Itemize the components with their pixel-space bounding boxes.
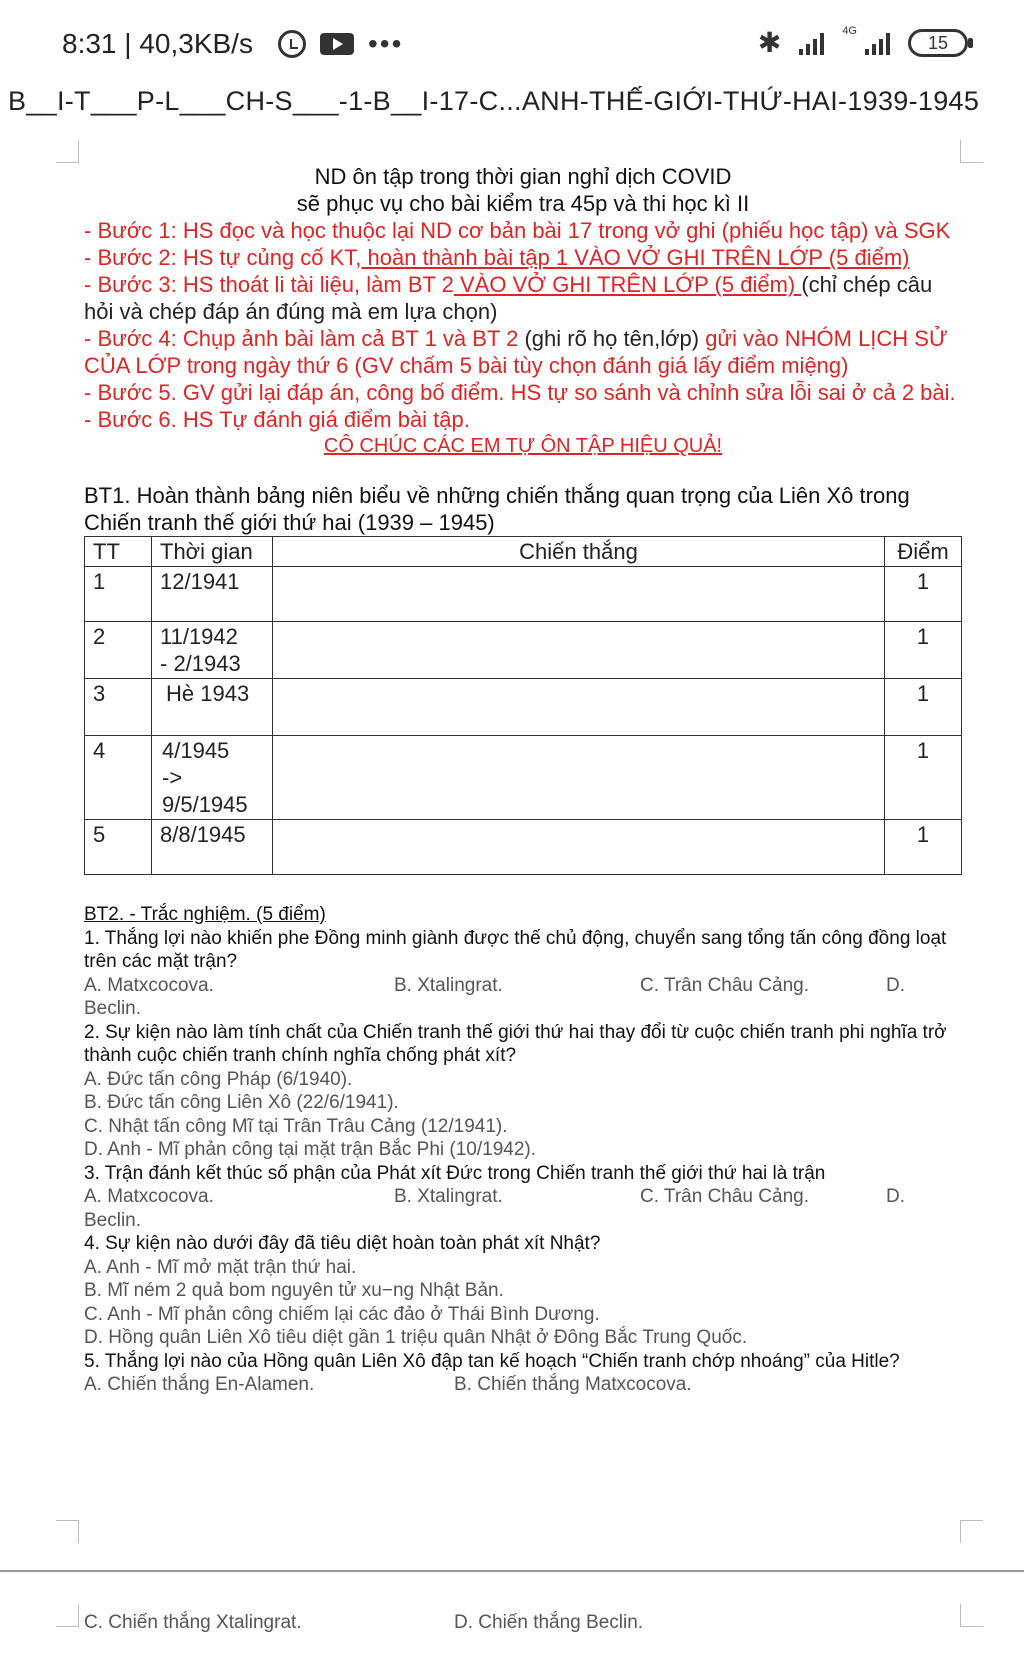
cell-victory[interactable] (273, 567, 885, 622)
table-row (85, 820, 962, 875)
table-row (85, 622, 962, 679)
question-5-options (84, 1373, 962, 1397)
video-icon (320, 33, 354, 55)
option-b: B. Xtalingrat. (394, 974, 503, 996)
page-corner-mark (56, 140, 79, 163)
option-a: A. Đức tấn công Pháp (6/1940). (84, 1068, 353, 1090)
cell-score: 1 (885, 622, 962, 679)
chronology-table (84, 536, 962, 875)
option-d: D. (886, 1186, 905, 1207)
option-a: A. Matxcocova. (84, 974, 214, 996)
cell-time: 12/1941 (152, 567, 273, 622)
alarm-icon (278, 30, 306, 58)
cell-time: 4/1945 -> 9/5/1945 (152, 736, 273, 820)
bluetooth-icon: ✱ (757, 27, 782, 58)
option-b: B. Chiến thắng Matxcocova. (454, 1374, 692, 1395)
cell-tt: 4 (85, 736, 152, 820)
page-corner-mark (56, 1520, 79, 1543)
option-b: B. Xtalingrat. (394, 1186, 503, 1207)
page-corner-mark (960, 1520, 983, 1543)
signal-icon-2 (865, 31, 890, 55)
cell-score: 1 (885, 567, 962, 622)
bt2-section (84, 903, 962, 1397)
step-3-note: (chỉ chép câu hỏi và chép đáp án đúng mà em lựa chọn) (84, 272, 933, 324)
question-3: 3. Trận đánh kết thúc số phận của Phát xít Đức trong Chiến tranh thế giới thứ hai là trận (84, 1162, 826, 1184)
step-4-rest: gửi vào NHÓM LỊCH SỬ CỦA LỚP trong ngày thứ 6 (GV chấm 5 bài tùy chọn đánh giá lấy điểm miệng) (84, 326, 948, 378)
question-3-options (84, 1185, 962, 1209)
table-header-row (85, 537, 962, 567)
step-5: - Bước 5. GV gửi lại đáp án, công bố điểm. HS tự so sánh và chỉnh sửa lỗi sai ở cả 2 bài. (84, 380, 956, 405)
option-a: A. Matxcocova. (84, 1186, 214, 1207)
cell-score: 1 (885, 736, 962, 820)
option-c: C. Nhật tấn công Mĩ tại Trân Trâu Cảng (12/1941). (84, 1115, 508, 1137)
option-d: D. Anh - Mĩ phản công tại mặt trận Bắc Phi (10/1942). (84, 1139, 537, 1160)
header-tt: TT (85, 537, 152, 567)
option-b: B. Đức tấn công Liên Xô (22/6/1941). (84, 1092, 399, 1113)
page-break-divider (0, 1570, 1024, 1572)
option-d-continued: Beclin. (84, 1209, 142, 1231)
step-3-text: - Bước 3: HS thoát li tài liệu, làm BT 2 (84, 272, 454, 297)
step-4-text: - Bước 4: Chụp ảnh bài làm cả BT 1 và BT 2 (84, 326, 519, 351)
option-c: C. Trân Châu Cảng. (640, 974, 809, 996)
header-line-1: ND ôn tập trong thời gian nghỉ dịch COVID (314, 164, 732, 189)
cell-time: Hè 1943 (152, 679, 273, 736)
cell-victory[interactable] (273, 622, 885, 679)
network-type-label: 4G (842, 24, 857, 37)
option-c: C. Chiến thắng Xtalingrat. (84, 1612, 302, 1633)
battery-icon: 15 (908, 29, 968, 57)
cell-time: 11/1942 - 2/1943 (152, 622, 273, 679)
header-score: Điểm (885, 537, 962, 567)
document-title: B__I-T___P-L___CH-S___-1-B__I-17-C...ANH-THẾ-GIỚI-THỨ-HAI-1939-1945 (8, 86, 980, 116)
option-b: B. Mĩ ném 2 quả bom nguyên tử xu−ng Nhật Bản. (84, 1280, 504, 1301)
header-time: Thời gian (152, 537, 273, 567)
status-time-speed: 8:31 | 40,3KB/s (62, 28, 253, 59)
cell-tt: 2 (85, 622, 152, 679)
table-row (85, 736, 962, 820)
cell-score: 1 (885, 679, 962, 736)
question-1: 1. Thắng lợi nào khiến phe Đồng minh giành được thế chủ động, chuyển sang tổng tấn công đồng loạt trên các mặt trận? (84, 927, 947, 972)
header-victory: Chiến thắng (273, 537, 885, 567)
step-6: - Bước 6. HS Tự đánh giá điểm bài tập. (84, 407, 470, 432)
cell-tt: 5 (85, 820, 152, 875)
slogan: CÔ CHÚC CÁC EM TỰ ÔN TẬP HIỆU QUẢ! (323, 435, 723, 457)
status-icons-right (758, 26, 968, 59)
page-corner-mark (960, 1604, 983, 1627)
page-corner-mark (56, 1604, 79, 1627)
header-line-2: sẽ phục vụ cho bài kiểm tra 45p và thi học kì II (296, 191, 750, 216)
more-dots-icon: ••• (368, 28, 404, 59)
cell-victory[interactable] (273, 736, 885, 820)
bt1-intro: BT1. Hoàn thành bảng niên biểu về những chiến thắng quan trọng của Liên Xô trong Chiến tranh thế giới thứ hai (1939 – 1945) (84, 483, 910, 535)
option-d: D. Chiến thắng Beclin. (454, 1612, 644, 1633)
cell-victory[interactable] (273, 679, 885, 736)
cell-tt: 3 (85, 679, 152, 736)
document-page (84, 163, 962, 1397)
cell-time: 8/8/1945 (152, 820, 273, 875)
cell-victory[interactable] (273, 820, 885, 875)
step-4-note: (ghi rõ họ tên,lớp) (518, 326, 700, 351)
option-d: D. (886, 974, 905, 996)
step-2 (84, 244, 962, 271)
cell-score: 1 (885, 820, 962, 875)
status-icons-left (278, 28, 403, 60)
option-c: C. Anh - Mĩ phản công chiếm lại các đảo ở Thái Bình Dương. (84, 1303, 600, 1325)
step-2-underlined: hoàn thành bài tập 1 VÀO VỞ GHI TRÊN LỚP (5 điểm) (361, 245, 910, 270)
question-1-options (84, 974, 962, 998)
step-4 (84, 325, 962, 379)
question-4: 4. Sự kiện nào dưới đây đã tiêu diệt hoàn toàn phát xít Nhật? (84, 1233, 601, 1254)
option-a: A. Chiến thắng En-Alamen. (84, 1374, 315, 1395)
document-page-2 (84, 1612, 962, 1634)
table-row (85, 567, 962, 622)
step-3 (84, 271, 962, 325)
option-d: D. Hồng quân Liên Xô tiêu diệt gần 1 triệu quân Nhật ở Đông Bắc Trung Quốc. (84, 1327, 748, 1348)
question-5: 5. Thắng lợi nào của Hồng quân Liên Xô đập tan kế hoạch “Chiến tranh chớp nhoáng” của Hitle? (84, 1350, 900, 1372)
question-2: 2. Sự kiện nào làm tính chất của Chiến tranh thế giới thứ hai thay đổi từ cuộc chiến tranh phi nghĩa trở thành cuộc chiến tranh chính nghĩa chống phát xít? (84, 1021, 947, 1066)
bt2-title: BT2. - Trắc nghiệm. (5 điểm) (84, 904, 326, 925)
step-3-underlined: VÀO VỞ GHI TRÊN LỚP (5 điểm) (453, 272, 802, 297)
option-d-continued: Beclin. (84, 998, 142, 1019)
cell-tt: 1 (85, 567, 152, 622)
option-a: A. Anh - Mĩ mở mặt trận thứ hai. (84, 1256, 357, 1278)
step-1: - Bước 1: HS đọc và học thuộc lại ND cơ bản bài 17 trong vở ghi (phiếu học tập) và SGK (84, 218, 951, 243)
table-row (85, 679, 962, 736)
page-corner-mark (960, 140, 983, 163)
question-5-options-continued (84, 1612, 962, 1634)
step-2-text: - Bước 2: HS tự củng cố KT, (84, 245, 362, 270)
option-c: C. Trân Châu Cảng. (640, 1186, 809, 1207)
signal-icon (799, 31, 824, 55)
status-bar (0, 0, 1024, 100)
